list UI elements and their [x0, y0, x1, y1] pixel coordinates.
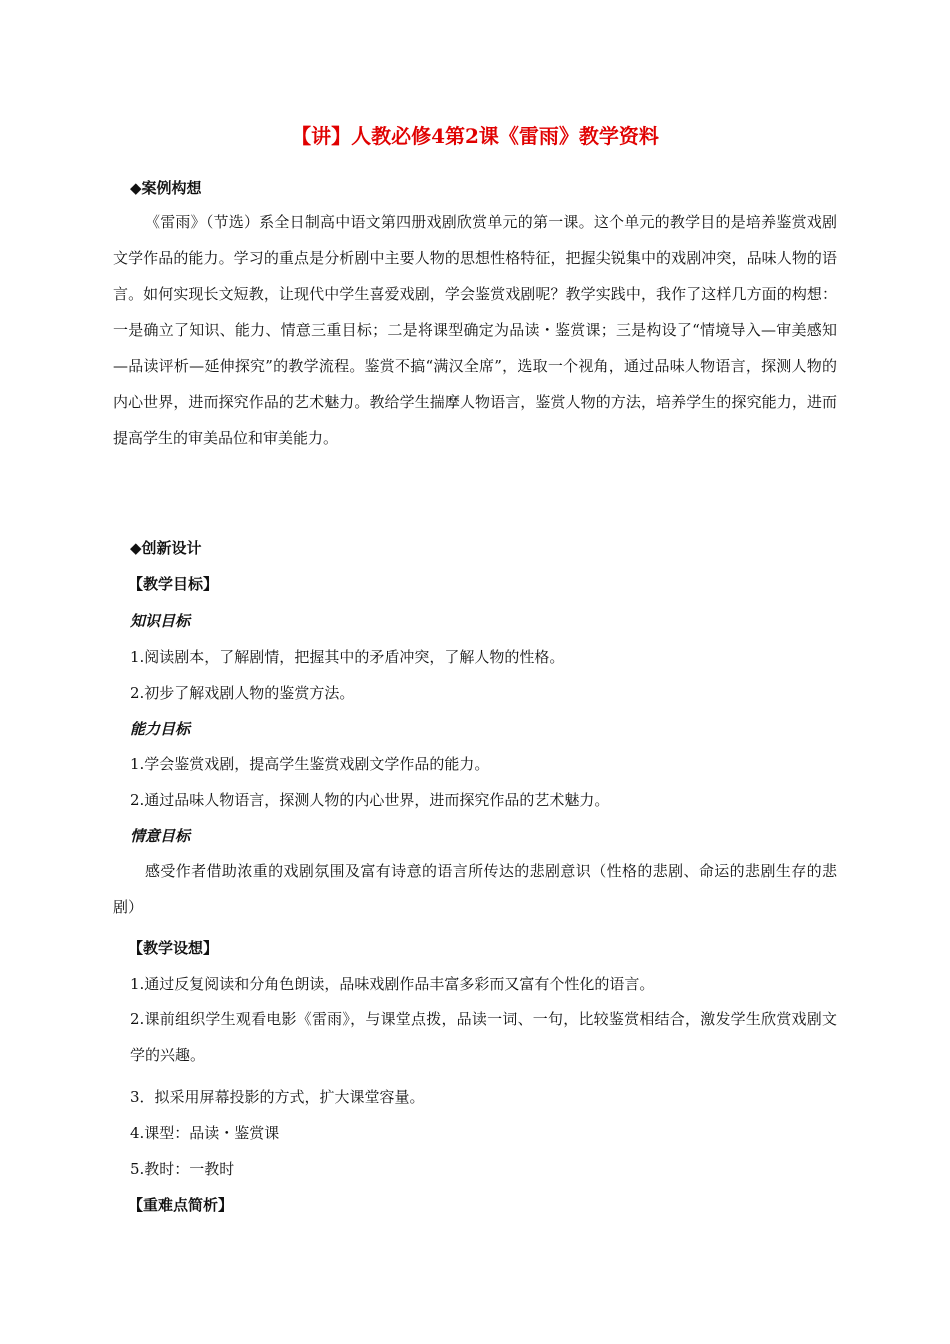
ability-goal-1: 1.学会鉴赏戏剧，提高学生鉴赏戏剧文学作品的能力。 [130, 755, 490, 773]
knowledge-goal-2: 2.初步了解戏剧人物的鉴赏方法。 [130, 684, 355, 702]
knowledge-goal-1: 1.阅读剧本，了解剧情，把握其中的矛盾冲突，了解人物的性格。 [130, 648, 565, 666]
teaching-idea-1: 1.通过反复阅读和分角色朗读，品味戏剧作品丰富多彩而又富有个性化的语言。 [130, 975, 655, 993]
teaching-idea-4: 4.课型：品读・鉴赏课 [130, 1124, 280, 1142]
teaching-idea-2: 2.课前组织学生观看电影《雷雨》，与课堂点拨，品读一词、一句，比较鉴赏相结合，激发学生欣赏戏剧文学的兴趣。 [130, 1010, 837, 1064]
case-concept-paragraph: 《雷雨》（节选）系全日制高中语文第四册戏剧欣赏单元的第一课。这个单元的教学目的是培养鉴赏戏剧文学作品的能力。学习的重点是分析剧中主要人物的思想性格特征，把握尖锐集中的戏剧冲突，品味人物的语言。如何实现长文短教，让现代中学生喜爱戏剧，学会鉴赏戏剧呢？教学实践中，我作了这样几方面的构想：一是确立了知识、能力、情意三重目标；二是将课型确定为品读・鉴赏课；三是构设了“情境导入—审美感知—品读评析—延伸探究”的教学流程。鉴赏不搞“满汉全席”，选取一个视角，通过品味人物语言，探测人物的内心世界，进而探究作品的艺术魅力。教给学生揣摩人物语言，鉴赏人物的方法，培养学生的探究能力，进而提高学生的审美品位和审美能力。 [113, 213, 837, 447]
ability-goals-heading: 能力目标 [130, 720, 191, 738]
ability-goal-2: 2.通过品味人物语言，探测人物的内心世界，进而探究作品的艺术魅力。 [130, 791, 610, 809]
document-title: 【讲】人教必修4第2课《雷雨》教学资料 [291, 124, 659, 148]
teaching-goals-heading: 【教学目标】 [128, 575, 219, 593]
teaching-idea-3: 3．拟采用屏幕投影的方式，扩大课堂容量。 [130, 1088, 425, 1106]
emotion-goals-heading: 情意目标 [130, 827, 191, 845]
key-difficulty-heading: 【重难点简析】 [128, 1196, 234, 1214]
section-heading-case-concept: ◆案例构想 [130, 179, 202, 197]
teaching-idea-5: 5.教时：一教时 [130, 1160, 235, 1178]
knowledge-goals-heading: 知识目标 [130, 612, 191, 630]
emotion-goals-paragraph: 感受作者借助浓重的戏剧氛围及富有诗意的语言所传达的悲剧意识（性格的悲剧、命运的悲剧生存的悲剧） [113, 862, 837, 916]
section-heading-innovative-design: ◆创新设计 [130, 539, 202, 557]
teaching-ideas-heading: 【教学设想】 [128, 939, 219, 957]
